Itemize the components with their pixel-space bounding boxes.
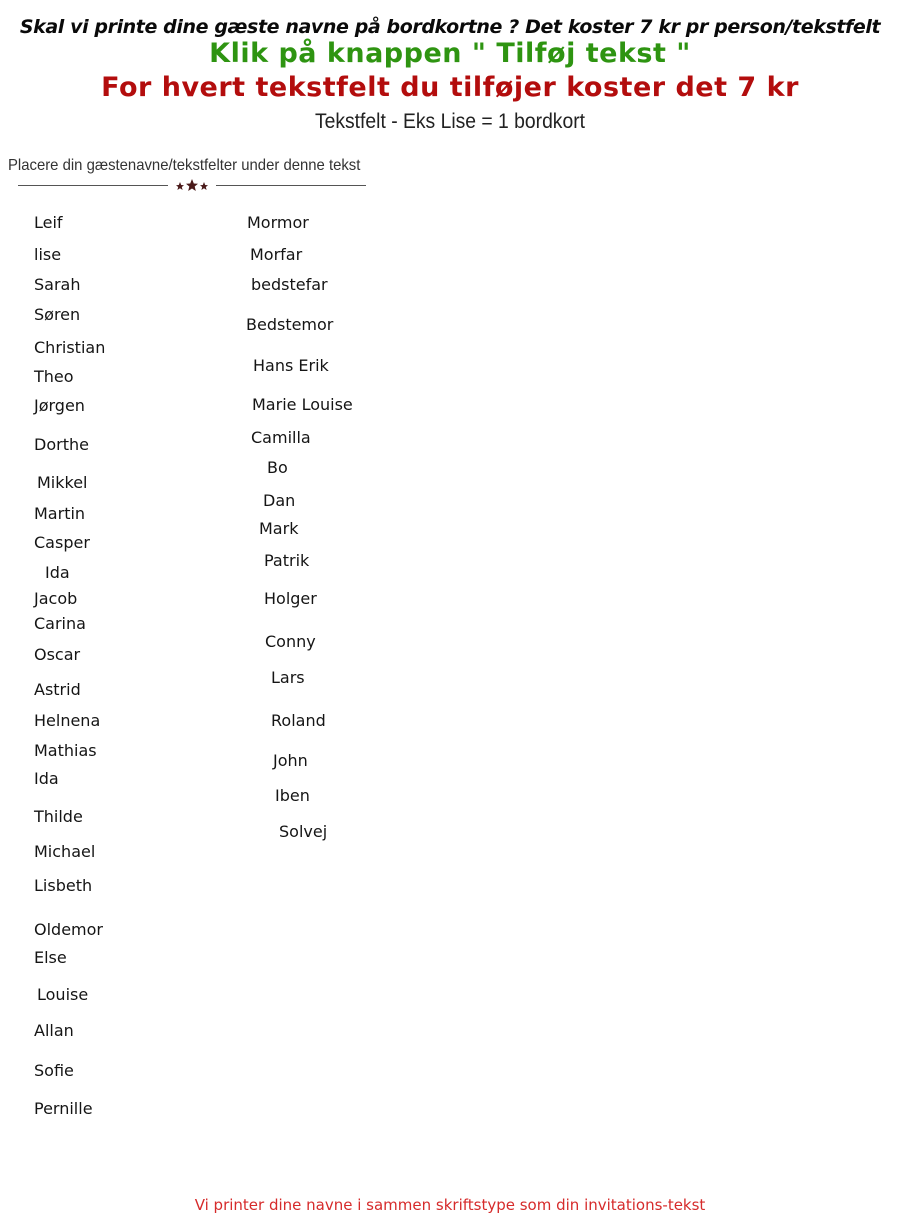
add-text-instruction: Klik på knappen " Tilføj tekst " — [209, 38, 691, 69]
guest-name[interactable]: Allan — [34, 1021, 74, 1040]
guest-name[interactable]: lise — [34, 245, 62, 264]
price-per-field-notice: For hvert tekstfelt du tilføjer koster det 7 kr — [101, 72, 799, 103]
guest-name[interactable]: Leif — [34, 213, 63, 232]
guest-name[interactable]: Louise — [37, 985, 89, 1004]
guest-name[interactable]: Pernille — [34, 1099, 93, 1118]
guest-name[interactable]: Else — [34, 948, 67, 967]
guest-name[interactable]: Iben — [275, 786, 310, 805]
guest-name[interactable]: Søren — [34, 305, 81, 324]
guest-name[interactable]: Ida — [34, 769, 59, 788]
guest-name[interactable]: Astrid — [34, 680, 81, 699]
guest-name[interactable]: Michael — [34, 842, 96, 861]
guest-name[interactable]: bedstefar — [251, 275, 328, 294]
guest-name[interactable]: Mormor — [247, 213, 309, 232]
guest-name[interactable]: Mathias — [34, 741, 97, 760]
guest-name[interactable]: Dan — [263, 491, 296, 510]
guest-name[interactable]: Conny — [265, 632, 316, 651]
guest-name[interactable]: Morfar — [250, 245, 303, 264]
divider-line-left — [18, 185, 168, 186]
guest-name[interactable]: Casper — [34, 533, 90, 552]
textfield-example: Tekstfelt - Eks Lise = 1 bordkort — [314, 110, 586, 133]
guest-name[interactable]: Bedstemor — [246, 315, 334, 334]
guest-name[interactable]: Bo — [267, 458, 288, 477]
guest-name[interactable]: Marie Louise — [252, 395, 353, 414]
guest-name[interactable]: Solvej — [279, 822, 328, 841]
guest-name[interactable]: Sofie — [34, 1061, 74, 1080]
guest-name[interactable]: Dorthe — [34, 435, 89, 454]
placement-instruction: Placere din gæstenavne/tekstfelter under denne tekst — [8, 157, 361, 174]
guest-name[interactable]: Oldemor — [34, 920, 103, 939]
guest-name[interactable]: Jørgen — [34, 396, 85, 415]
stars-ornament-icon — [168, 178, 216, 192]
guest-name[interactable]: Sarah — [34, 275, 81, 294]
guest-name[interactable]: Jacob — [34, 589, 78, 608]
guest-name[interactable]: Roland — [271, 711, 326, 730]
guest-name[interactable]: Hans Erik — [253, 356, 329, 375]
guest-name[interactable]: Helnena — [34, 711, 101, 730]
guest-name[interactable]: Martin — [34, 504, 86, 523]
guest-name[interactable]: Christian — [34, 338, 106, 357]
guest-name[interactable]: Theo — [34, 367, 74, 386]
guest-name[interactable]: Lisbeth — [34, 876, 93, 895]
guest-name[interactable]: Holger — [264, 589, 317, 608]
font-info-footer: Vi printer dine navne i sammen skriftstype som din invitations-tekst — [194, 1196, 706, 1214]
guest-name[interactable]: Carina — [34, 614, 86, 633]
guest-name[interactable]: Mikkel — [37, 473, 88, 492]
ornament-divider — [18, 178, 366, 192]
divider-line-right — [216, 185, 366, 186]
guest-name[interactable]: John — [273, 751, 308, 770]
guest-name[interactable]: Lars — [271, 668, 305, 687]
pricing-question-heading: Skal vi printe dine gæste navne på bordkortne ? Det koster 7 kr pr person/tekstfelt — [19, 16, 881, 38]
guest-name[interactable]: Ida — [45, 563, 70, 582]
guest-name[interactable]: Patrik — [264, 551, 310, 570]
guest-name[interactable]: Thilde — [34, 807, 83, 826]
guest-name[interactable]: Mark — [259, 519, 299, 538]
guest-name[interactable]: Camilla — [251, 428, 311, 447]
guest-name[interactable]: Oscar — [34, 645, 81, 664]
